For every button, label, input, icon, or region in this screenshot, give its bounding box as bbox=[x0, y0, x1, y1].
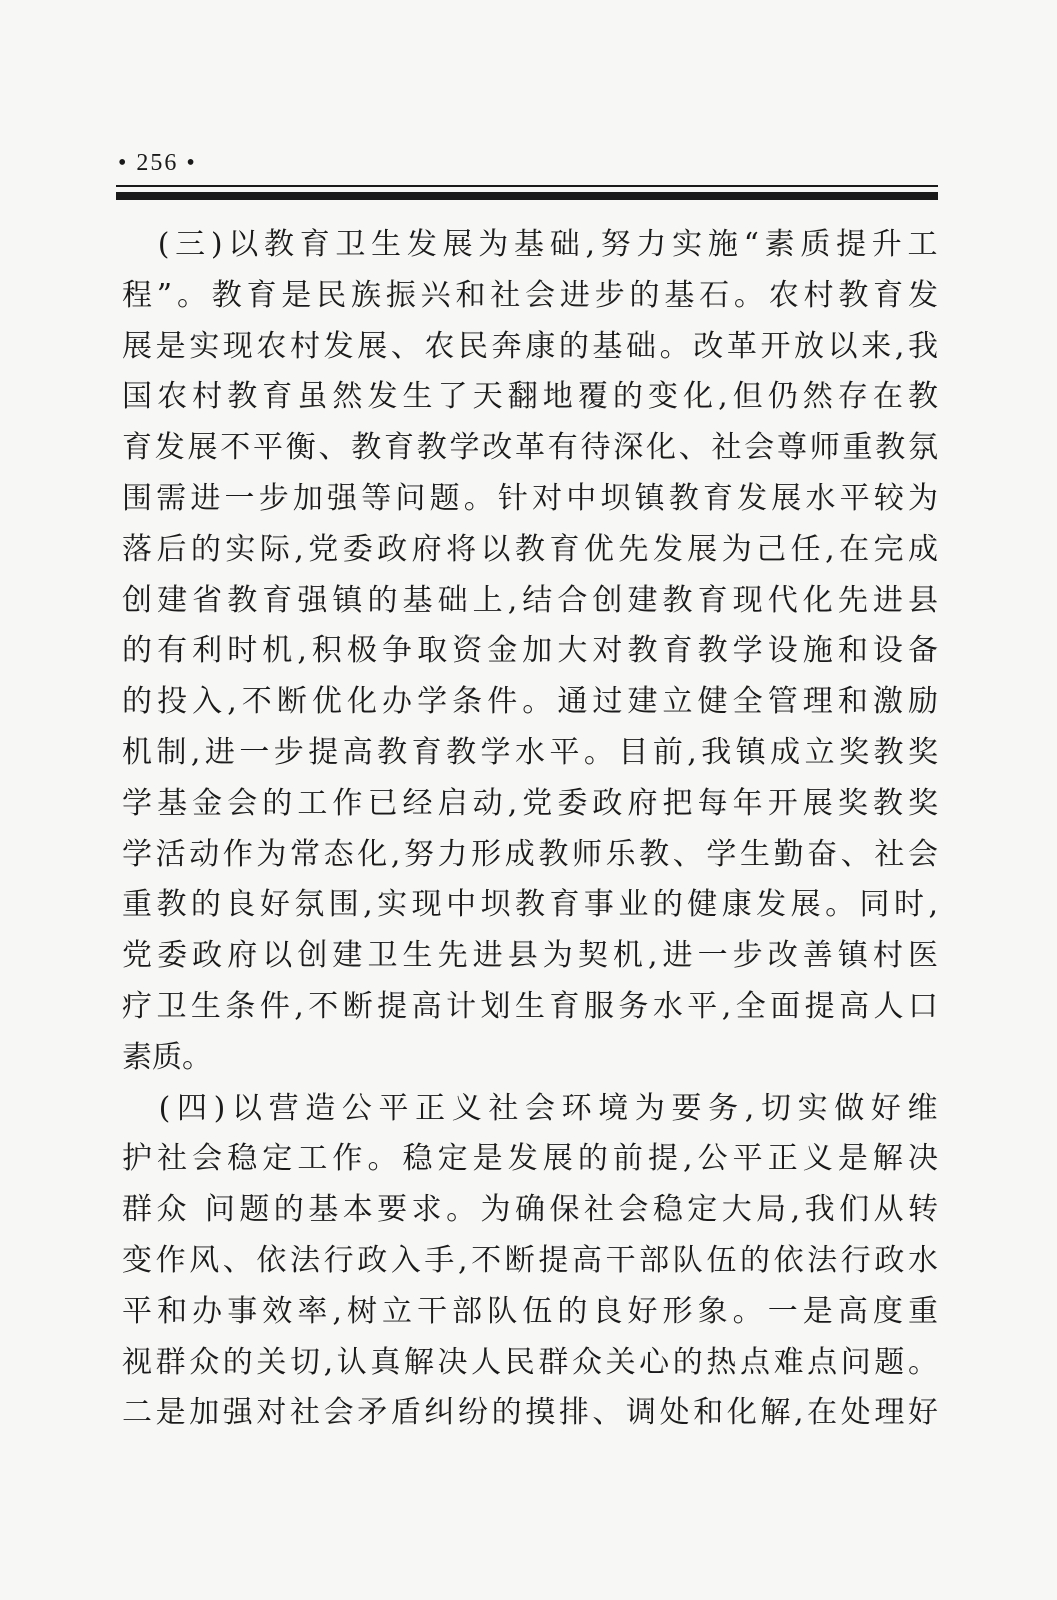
text-line: 学活动作为常态化,努力形成教师乐教、学生勤奋、社会 bbox=[122, 836, 938, 872]
text-line: 展是实现农村发展、农民奔康的基础。改革开放以来,我 bbox=[122, 328, 938, 364]
text-line: 创建省教育强镇的基础上,结合创建教育现代化先进县 bbox=[122, 582, 938, 618]
text-line: 党委政府以创建卫生先进县为契机,进一步改善镇村医 bbox=[122, 938, 938, 974]
body-text bbox=[122, 220, 938, 1439]
header-rule-thick bbox=[116, 192, 938, 200]
text-line: (三)以教育卫生发展为基础,努力实施“素质提升工 bbox=[122, 227, 938, 262]
text-line: 围需进一步加强等问题。针对中坝镇教育发展水平较为 bbox=[122, 480, 938, 516]
text-line: (四)以营造公平正义社会环境为要务,切实做好维 bbox=[122, 1090, 938, 1126]
text-line: 重教的良好氛围,实现中坝教育事业的健康发展。同时, bbox=[122, 887, 938, 923]
text-line: 群众 问题的基本要求。为确保社会稳定大局,我们从转 bbox=[122, 1192, 938, 1228]
page-header bbox=[118, 148, 938, 188]
page-number: • 256 • bbox=[118, 150, 197, 176]
text-line: 国农村教育虽然发生了天翻地覆的变化,但仍然存在教 bbox=[122, 379, 938, 415]
text-line: 变作风、依法行政入手,不断提高干部队伍的依法行政水 bbox=[122, 1242, 938, 1278]
text-line: 疗卫生条件,不断提高计划生育服务水平,全面提高人口 bbox=[122, 988, 938, 1024]
text-line: 平和办事效率,树立干部队伍的良好形象。一是高度重 bbox=[122, 1293, 938, 1329]
header-rule-thin bbox=[116, 185, 938, 187]
text-line: 的有利时机,积极争取资金加大对教育教学设施和设备 bbox=[122, 633, 938, 669]
text-line: 机制,进一步提高教育教学水平。目前,我镇成立奖教奖 bbox=[122, 734, 938, 770]
text-line: 育发展不平衡、教育教学改革有待深化、社会尊师重教氛 bbox=[122, 430, 938, 466]
text-line: 落后的实际,党委政府将以教育优先发展为己任,在完成 bbox=[122, 531, 938, 567]
text-line: 学基金会的工作已经启动,党委政府把每年开展奖教奖 bbox=[122, 785, 938, 821]
text-line: 护社会稳定工作。稳定是发展的前提,公平正义是解决 bbox=[122, 1141, 938, 1177]
text-line: 素质。 bbox=[122, 1039, 212, 1075]
text-line: 的投入,不断优化办学条件。通过建立健全管理和激励 bbox=[122, 684, 938, 720]
text-line: 程”。教育是民族振兴和社会进步的基石。农村教育发 bbox=[122, 277, 938, 313]
text-line: 视群众的关切,认真解决人民群众关心的热点难点问题。 bbox=[122, 1344, 938, 1380]
text-line: 二是加强对社会矛盾纠纷的摸排、调处和化解,在处理好 bbox=[122, 1395, 938, 1431]
